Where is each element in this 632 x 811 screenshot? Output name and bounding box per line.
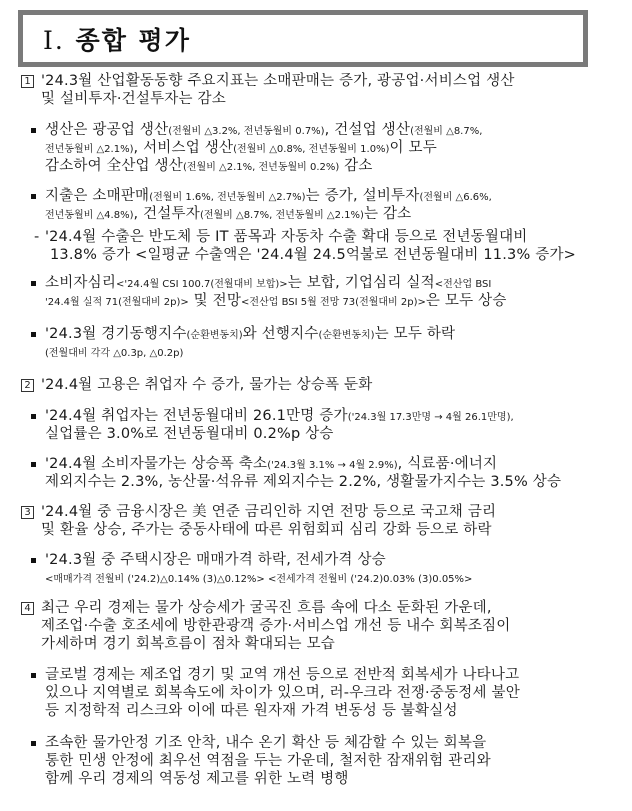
bullet-detail-text: 전년동월비 △2.1%) xyxy=(45,144,134,155)
bullet-text: 는 증가, 설비투자 xyxy=(305,188,420,204)
page-title xyxy=(43,21,191,57)
bullet-text: 있으나 지역별로 회복속도에 차이가 있으며, 러-우크라 전쟁·중동정세 불안 xyxy=(45,685,520,701)
bullet-text: , 건설업 생산 xyxy=(324,122,411,138)
section-heading-line: '24.4월 중 금융시장은 美 연준 금리인하 지연 전망 등으로 국고채 금리 xyxy=(41,504,497,520)
bullet-line xyxy=(45,551,386,569)
section-heading-line: 및 환율 상승, 주가는 중동사태에 따른 위험회피 심리 강화 등으로 하락 xyxy=(41,522,492,538)
bullet-square-icon xyxy=(31,741,36,746)
bullet-detail-text: (전월비 △0.8%, 전년동월비 1.0%) xyxy=(233,144,390,155)
bullet-detail-text: 전년동월비 △4.8%) xyxy=(45,210,134,221)
bullet-detail-text: ('24.3월 17.3만명 → 4월 26.1만명), xyxy=(347,412,514,423)
section-title-box xyxy=(18,10,588,67)
bullet-square-icon xyxy=(31,332,36,337)
section-heading-line: '24.4월 고용은 취업자 수 증가, 물가는 상승폭 둔화 xyxy=(41,377,373,393)
bullet-text: '24.3월 중 주택시장은 매매가격 하락, 전세가격 상승 xyxy=(45,552,386,568)
bullet-text: 소비자심리 xyxy=(45,275,117,291)
bullet-line xyxy=(45,121,482,141)
bullet-text: , 서비스업 생산 xyxy=(133,140,234,156)
bullet-line xyxy=(45,473,561,491)
bullet-line xyxy=(45,407,514,427)
bullet-detail-text: <전산업 BSI 5월 전망 73(전월대비 2p)> xyxy=(241,297,426,308)
sub-item-line: 13.8% 증가 <일평균 수출액은 '24.4월 24.5억불로 전년동월대비 11.3% 증가> xyxy=(50,247,576,263)
sub-item-dash-marker: - xyxy=(34,229,40,245)
bullet-detail-text: (순환변동치) xyxy=(318,330,375,341)
bullet-line xyxy=(45,187,492,207)
bullet-text: '24.3월 경기동행지수 xyxy=(45,326,187,342)
bullet-text: '24.4월 소비자물가는 상승폭 축소 xyxy=(45,456,268,472)
bullet-detail-text: ('24.3월 3.1% → 4월 2.9%) xyxy=(267,460,398,471)
bullet-text: 이 모두 xyxy=(389,140,437,156)
bullet-detail-text: (전월비 1.6%, 전년동월비 △2.7%) xyxy=(149,192,306,203)
bullet-line xyxy=(45,734,486,752)
bullet-text: 는 감소 xyxy=(363,206,412,222)
bullet-line xyxy=(45,666,519,684)
bullet-line xyxy=(45,325,455,345)
bullet-text: '24.4월 취업자는 전년동월대비 26.1만명 증가 xyxy=(45,408,348,424)
bullet-line xyxy=(45,702,458,720)
section-heading-line: '24.3월 산업활동동향 주요지표는 소매판매는 증가, 광공업·서비스업 생산 xyxy=(41,73,515,89)
bullet-text: , 건설투자 xyxy=(133,206,200,222)
bullet-text: 제외지수는 2.3%, 농산물·석유류 제외지수는 2.2%, 생활물가지수는 3.5% 상승 xyxy=(45,474,562,490)
bullet-square-icon xyxy=(31,462,36,467)
section-heading-line: 가세하며 경기 회복흐름이 점차 확대되는 모습 xyxy=(41,636,335,652)
bullet-text: 감소 xyxy=(339,158,373,174)
bullet-line xyxy=(45,343,183,363)
bullet-text: 은 모두 상승 xyxy=(425,293,507,309)
bullet-square-icon xyxy=(31,194,36,199)
bullet-detail-text: (전월비 △8.7%, xyxy=(410,126,483,137)
bullet-text: 감소하여 全산업 생산 xyxy=(45,158,183,174)
bullet-line xyxy=(45,205,411,225)
bullet-detail-text: <'24.4월 CSI 100.7(전월대비 보합)> xyxy=(116,279,288,290)
section-number-box: 1 xyxy=(21,75,34,88)
bullet-detail-text: (순환변동치) xyxy=(186,330,243,341)
bullet-line xyxy=(45,274,491,294)
section-number-box: 4 xyxy=(21,602,34,615)
bullet-detail-text: (전월비 △6.6%, xyxy=(419,192,492,203)
section-heading-line: 및 설비투자·건설투자는 감소 xyxy=(41,91,226,107)
bullet-line xyxy=(45,425,334,443)
bullet-text: 실업률은 3.0%로 전년동월대비 0.2%p 상승 xyxy=(45,426,334,442)
section-heading-line: 제조업·수출 호조세에 방한관광객 증가·서비스업 개선 등 내수 회복조짐이 xyxy=(41,618,511,634)
bullet-detail-text: '24.4월 실적 71(전월대비 2p)> xyxy=(45,297,189,308)
bullet-text: 통한 민생 안정에 최우선 역점을 두는 가운데, 철저한 잠재위험 관리와 xyxy=(45,753,491,769)
section-number-box: 2 xyxy=(21,379,34,392)
bullet-line xyxy=(45,455,497,475)
bullet-text: 와 선행지수 xyxy=(242,326,319,342)
bullet-detail-text: (전월비 △3.2%, 전년동월비 0.7%) xyxy=(168,126,325,137)
bullet-line xyxy=(45,139,437,159)
bullet-line xyxy=(45,770,349,788)
bullet-line xyxy=(45,684,520,702)
bullet-line xyxy=(45,292,507,312)
bullet-line xyxy=(45,157,373,177)
bullet-square-icon xyxy=(31,414,36,419)
bullet-text: 생산은 광공업 생산 xyxy=(45,122,169,138)
bullet-text: , 식료품·에너지 xyxy=(397,456,498,472)
section-number-box: 3 xyxy=(21,506,34,519)
bullet-detail-text: (전월비 △2.1%, 전년동월비 0.2%) xyxy=(182,162,340,173)
bullet-text: 글로벌 경제는 제조업 경기 및 교역 개선 등으로 전반적 회복세가 나타나고 xyxy=(45,667,520,683)
bullet-square-icon xyxy=(31,558,36,563)
bullet-square-icon xyxy=(31,128,36,133)
bullet-detail-text: (전월비 △8.7%, 전년동월비 △2.1%) xyxy=(199,210,364,221)
bullet-line xyxy=(45,752,491,770)
bullet-text: 등 지정학적 리스크와 이에 따른 원자재 가격 변동성 등 불확실성 xyxy=(45,703,458,719)
title-roman-numeral: Ⅰ. xyxy=(43,26,65,55)
sub-item-line: '24.4월 수출은 반도체 등 IT 품목과 자동차 수출 확대 등으로 전년동월대비 xyxy=(45,229,528,245)
bullet-text: 및 전망 xyxy=(188,293,242,309)
title-text: 종합 평가 xyxy=(75,26,191,55)
bullet-square-icon xyxy=(31,281,36,286)
bullet-square-icon xyxy=(31,673,36,678)
bullet-detail-text: <전산업 BSI xyxy=(434,279,492,290)
bullet-line xyxy=(45,569,472,589)
bullet-text: 조속한 물가안정 기조 안착, 내수 온기 확산 등 체감할 수 있는 회복을 xyxy=(45,735,487,751)
section-heading-line: 최근 우리 경제는 물가 상승세가 굴곡진 흐름 속에 다소 둔화된 가운데, xyxy=(41,600,492,616)
bullet-detail-text: (전월대비 각각 △0.3p, △0.2p) xyxy=(45,348,184,359)
bullet-text: 는 모두 하락 xyxy=(374,326,456,342)
bullet-text: 함께 우리 경제의 역동성 제고를 위한 노력 병행 xyxy=(45,771,349,787)
bullet-detail-text: <매매가격 전월비 ('24.2)△0.14% (3)△0.12%> <전세가격 전월비 ('24.2)0.03% (3)0.05%> xyxy=(45,574,473,585)
bullet-text: 지출은 소매판매 xyxy=(45,188,150,204)
bullet-text: 는 보합, 기업심리 실적 xyxy=(287,275,435,291)
